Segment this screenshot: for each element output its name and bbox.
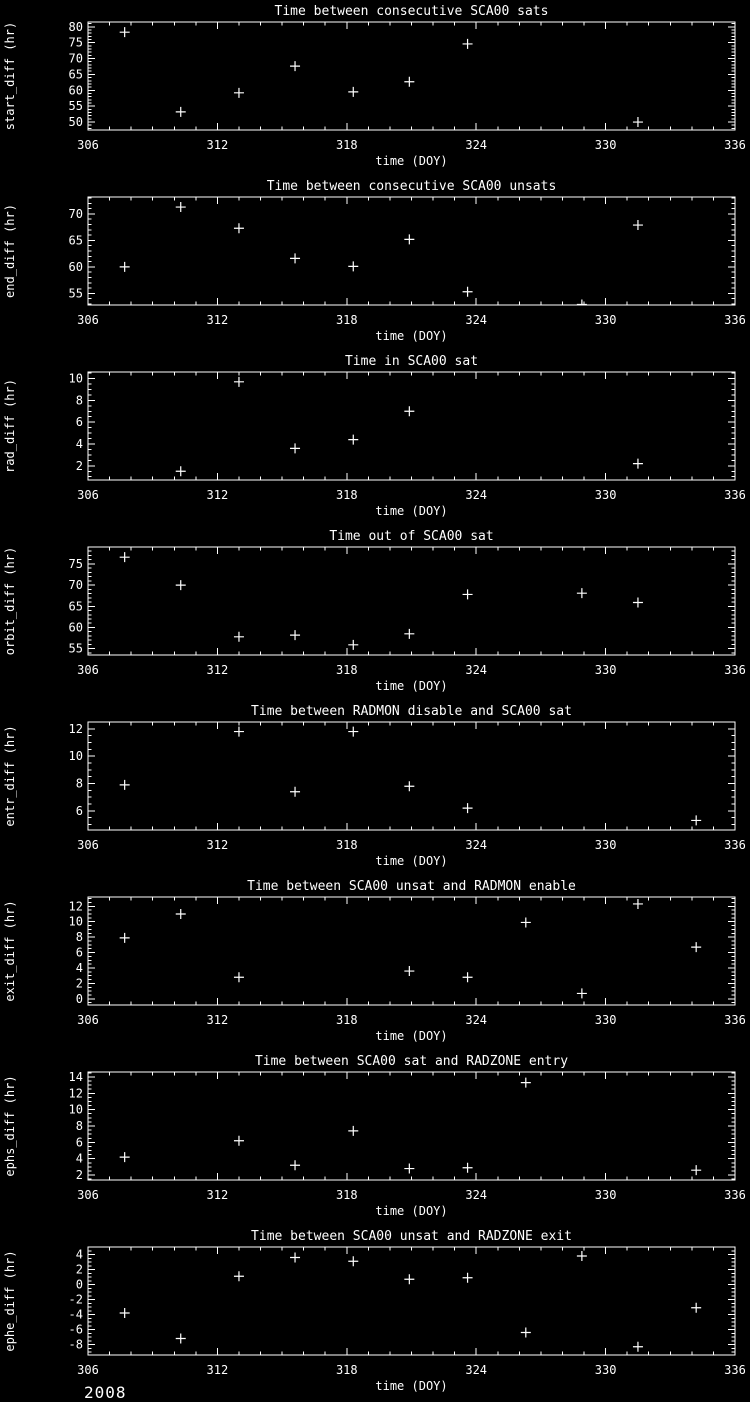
data-point-marker — [404, 77, 414, 87]
y-tick-label: 6 — [75, 945, 83, 960]
x-tick-label: 330 — [594, 1188, 617, 1202]
data-point-marker — [290, 253, 300, 263]
x-tick-label: 318 — [335, 488, 358, 502]
data-point-marker — [348, 87, 358, 97]
axis-ticks — [88, 722, 735, 830]
data-point-marker — [348, 1126, 358, 1136]
y-tick-label: 50 — [68, 115, 83, 130]
data-points — [120, 899, 702, 998]
y-axis-label: end_diff (hr) — [3, 204, 17, 298]
x-tick-label: 324 — [465, 138, 488, 152]
data-points — [120, 727, 702, 826]
data-point-marker — [633, 117, 643, 127]
plot-panel-end-diff — [0, 175, 750, 350]
data-point-marker — [463, 803, 473, 813]
x-tick-label: 318 — [335, 838, 358, 852]
data-points — [120, 27, 643, 127]
data-point-marker — [404, 629, 414, 639]
axis-ticks — [88, 897, 735, 1005]
data-point-marker — [404, 781, 414, 791]
x-tick-label: 306 — [77, 1363, 99, 1377]
x-tick-label: 330 — [594, 1363, 617, 1377]
data-point-marker — [348, 640, 358, 650]
y-axis-label: ephe_diff (hr) — [3, 1250, 17, 1352]
data-point-marker — [120, 1152, 130, 1162]
data-point-marker — [176, 466, 186, 476]
x-tick-label: 324 — [465, 663, 488, 677]
y-axis-label: orbit_diff (hr) — [3, 546, 17, 656]
x-tick-label: 312 — [206, 488, 229, 502]
plot-frame — [88, 22, 735, 130]
data-point-marker — [120, 262, 130, 272]
plot-title: Time out of SCA00 sat — [329, 529, 494, 544]
plot-frame — [88, 897, 735, 1005]
y-tick-label: 60 — [68, 83, 83, 98]
x-axis-label: time (DOY) — [375, 504, 448, 518]
plot-title: Time between consecutive SCA00 sats — [274, 4, 549, 19]
data-point-marker — [633, 1342, 643, 1352]
plot-canvas — [0, 350, 750, 525]
plot-title: Time in SCA00 sat — [344, 354, 479, 369]
x-tick-label: 330 — [594, 138, 617, 152]
year-label: 2008 — [84, 1383, 127, 1402]
x-tick-label: 312 — [206, 313, 229, 327]
x-tick-label: 312 — [206, 838, 229, 852]
x-tick-label: 306 — [77, 1013, 99, 1027]
data-point-marker — [120, 552, 130, 562]
data-point-marker — [463, 287, 473, 297]
y-tick-label: 80 — [68, 19, 83, 34]
y-tick-label: 8 — [75, 776, 83, 791]
x-tick-label: 336 — [724, 1013, 746, 1027]
x-tick-label: 324 — [465, 838, 488, 852]
data-point-marker — [577, 988, 587, 998]
x-tick-label: 306 — [77, 838, 99, 852]
x-tick-label: 324 — [465, 1188, 488, 1202]
y-tick-label: 2 — [75, 1262, 83, 1277]
x-axis-label: time (DOY) — [375, 1029, 448, 1043]
y-axis-label: exit_diff (hr) — [3, 900, 17, 1002]
data-point-marker — [234, 632, 244, 642]
x-tick-label: 324 — [465, 313, 488, 327]
y-tick-label: 8 — [75, 1119, 83, 1133]
data-point-marker — [348, 1256, 358, 1266]
plot-title: Time between SCA00 sat and RADZONE entry — [254, 1054, 569, 1069]
x-tick-label: 330 — [594, 1013, 617, 1027]
data-point-marker — [633, 220, 643, 230]
data-point-marker — [463, 1273, 473, 1283]
y-axis-label: entr_diff (hr) — [3, 725, 17, 827]
data-point-marker — [691, 942, 701, 952]
y-tick-label: 12 — [68, 899, 83, 914]
y-tick-label: 12 — [68, 1086, 83, 1101]
data-point-marker — [348, 261, 358, 271]
y-tick-label: 4 — [75, 960, 83, 975]
x-axis-label: time (DOY) — [375, 679, 448, 693]
y-tick-label: 55 — [68, 641, 83, 656]
data-point-marker — [234, 727, 244, 737]
data-point-marker — [290, 787, 300, 797]
data-point-marker — [120, 27, 130, 37]
x-tick-label: 312 — [206, 1363, 229, 1377]
plot-canvas — [0, 0, 750, 175]
data-point-marker — [290, 61, 300, 71]
y-tick-label: 75 — [68, 35, 83, 50]
plot-canvas — [0, 525, 750, 700]
plot-panel-ephe-diff — [0, 1225, 750, 1400]
x-tick-label: 330 — [594, 663, 617, 677]
data-point-marker — [463, 589, 473, 599]
y-tick-label: 65 — [68, 233, 83, 248]
data-points — [120, 202, 643, 309]
y-tick-label: 6 — [75, 803, 83, 818]
plot-canvas — [0, 700, 750, 875]
y-tick-label: 6 — [75, 415, 83, 430]
y-tick-label: -8 — [68, 1337, 83, 1352]
plot-panel-rad-diff — [0, 350, 750, 525]
data-point-marker — [234, 88, 244, 98]
data-point-marker — [521, 1078, 531, 1088]
data-point-marker — [176, 1334, 186, 1344]
data-point-marker — [234, 377, 244, 387]
data-point-marker — [404, 1164, 414, 1174]
data-point-marker — [290, 1253, 300, 1263]
y-tick-label: 0 — [75, 991, 83, 1006]
plot-panel-exit-diff — [0, 875, 750, 1050]
data-point-marker — [633, 597, 643, 607]
y-tick-label: 8 — [75, 930, 83, 945]
y-axis-label: start_diff (hr) — [3, 21, 17, 131]
x-tick-label: 336 — [724, 313, 746, 327]
x-tick-label: 312 — [206, 663, 229, 677]
y-tick-label: 12 — [68, 721, 83, 736]
plot-canvas — [0, 175, 750, 350]
x-tick-label: 336 — [724, 138, 746, 152]
data-point-marker — [290, 443, 300, 453]
y-tick-label: 8 — [75, 393, 83, 408]
x-tick-label: 336 — [724, 838, 746, 852]
x-tick-label: 324 — [465, 488, 488, 502]
y-tick-label: 0 — [75, 1277, 83, 1292]
plot-canvas — [0, 875, 750, 1050]
data-point-marker — [234, 223, 244, 233]
x-tick-label: 330 — [594, 488, 617, 502]
plot-frame — [88, 197, 735, 305]
y-tick-label: 2 — [75, 976, 83, 991]
plot-panel-start-diff — [0, 0, 750, 175]
x-axis-label: time (DOY) — [375, 154, 448, 168]
data-point-marker — [404, 406, 414, 416]
y-tick-label: -4 — [68, 1307, 83, 1322]
data-point-marker — [463, 1163, 473, 1173]
x-tick-label: 336 — [724, 488, 746, 502]
x-tick-label: 306 — [77, 663, 99, 677]
plot-title: Time between RADMON disable and SCA00 sat — [251, 704, 572, 719]
data-point-marker — [120, 780, 130, 790]
y-tick-label: 65 — [68, 67, 83, 82]
data-point-marker — [290, 1160, 300, 1170]
data-points — [120, 1078, 702, 1176]
plot-canvas — [0, 1225, 750, 1400]
axis-ticks — [88, 197, 735, 305]
data-point-marker — [691, 815, 701, 825]
x-tick-label: 318 — [335, 1363, 358, 1377]
y-tick-label: 70 — [68, 578, 83, 593]
plot-frame — [88, 1072, 735, 1180]
x-tick-label: 324 — [465, 1363, 488, 1377]
x-tick-label: 306 — [77, 1188, 99, 1202]
data-point-marker — [176, 202, 186, 212]
x-tick-label: 336 — [724, 1188, 746, 1202]
data-point-marker — [234, 1271, 244, 1281]
y-tick-label: 4 — [75, 1151, 83, 1166]
x-axis-label: time (DOY) — [375, 1204, 448, 1218]
y-tick-label: 60 — [68, 259, 83, 274]
x-tick-label: 318 — [335, 663, 358, 677]
y-tick-label: 4 — [75, 437, 83, 451]
data-points — [120, 552, 643, 650]
data-point-marker — [120, 933, 130, 943]
x-tick-label: 324 — [465, 1013, 488, 1027]
data-point-marker — [577, 299, 587, 309]
y-tick-label: 70 — [68, 51, 83, 66]
plot-panel-entr-diff — [0, 700, 750, 875]
data-point-marker — [577, 1251, 587, 1261]
y-tick-label: 10 — [68, 1102, 83, 1117]
x-axis-label: time (DOY) — [375, 1379, 448, 1393]
y-tick-label: 55 — [68, 286, 83, 301]
y-tick-label: 2 — [75, 458, 83, 473]
data-point-marker — [234, 1136, 244, 1146]
y-tick-label: 14 — [68, 1069, 83, 1084]
plot-title: Time between consecutive SCA00 unsats — [266, 179, 557, 194]
data-point-marker — [176, 107, 186, 117]
axis-ticks — [88, 22, 735, 130]
y-tick-label: 6 — [75, 1135, 83, 1150]
y-tick-label: 70 — [68, 206, 83, 221]
x-tick-label: 312 — [206, 138, 229, 152]
plot-canvas — [0, 1050, 750, 1225]
x-axis-label: time (DOY) — [375, 854, 448, 868]
data-point-marker — [691, 1165, 701, 1175]
x-tick-label: 312 — [206, 1188, 229, 1202]
data-point-marker — [463, 39, 473, 49]
x-tick-label: 318 — [335, 313, 358, 327]
data-point-marker — [633, 459, 643, 469]
data-point-marker — [404, 966, 414, 976]
data-point-marker — [348, 435, 358, 445]
data-points — [120, 1251, 702, 1352]
axis-ticks — [88, 1072, 735, 1180]
x-axis-label: time (DOY) — [375, 329, 448, 343]
x-tick-label: 318 — [335, 1013, 358, 1027]
plot-panel-ephs-diff — [0, 1050, 750, 1225]
y-tick-label: 4 — [75, 1247, 83, 1262]
y-tick-label: 10 — [68, 914, 83, 929]
y-tick-label: 60 — [68, 620, 83, 635]
data-point-marker — [176, 909, 186, 919]
data-point-marker — [521, 917, 531, 927]
plot-title: Time between SCA00 unsat and RADZONE exit — [251, 1229, 572, 1244]
x-tick-label: 336 — [724, 1363, 746, 1377]
y-axis-label: ephs_diff (hr) — [3, 1075, 17, 1177]
x-tick-label: 306 — [77, 488, 99, 502]
y-tick-label: 65 — [68, 599, 83, 614]
x-tick-label: 330 — [594, 313, 617, 327]
x-tick-label: 330 — [594, 838, 617, 852]
y-tick-label: -2 — [68, 1292, 83, 1307]
data-point-marker — [404, 234, 414, 244]
plot-panel-orbit-diff — [0, 525, 750, 700]
x-tick-label: 318 — [335, 138, 358, 152]
data-point-marker — [120, 1308, 130, 1318]
data-point-marker — [691, 1303, 701, 1313]
y-tick-label: 10 — [68, 371, 83, 386]
x-tick-label: 312 — [206, 1013, 229, 1027]
x-tick-label: 306 — [77, 138, 99, 152]
y-tick-label: 75 — [68, 556, 83, 571]
plot-frame — [88, 722, 735, 830]
y-tick-label: 10 — [68, 749, 83, 764]
y-tick-label: 55 — [68, 99, 83, 114]
x-tick-label: 318 — [335, 1188, 358, 1202]
data-point-marker — [577, 588, 587, 598]
x-tick-label: 336 — [724, 663, 746, 677]
plot-title: Time between SCA00 unsat and RADMON enable — [247, 879, 576, 894]
y-axis-label: rad_diff (hr) — [3, 379, 17, 473]
data-point-marker — [463, 972, 473, 982]
data-point-marker — [404, 1274, 414, 1284]
data-point-marker — [176, 580, 186, 590]
data-point-marker — [348, 727, 358, 737]
data-point-marker — [234, 972, 244, 982]
y-tick-label: -6 — [68, 1322, 83, 1337]
data-point-marker — [290, 630, 300, 640]
data-point-marker — [521, 1328, 531, 1338]
data-point-marker — [633, 899, 643, 909]
x-tick-label: 306 — [77, 313, 99, 327]
y-tick-label: 2 — [75, 1168, 83, 1183]
data-points — [176, 377, 643, 476]
